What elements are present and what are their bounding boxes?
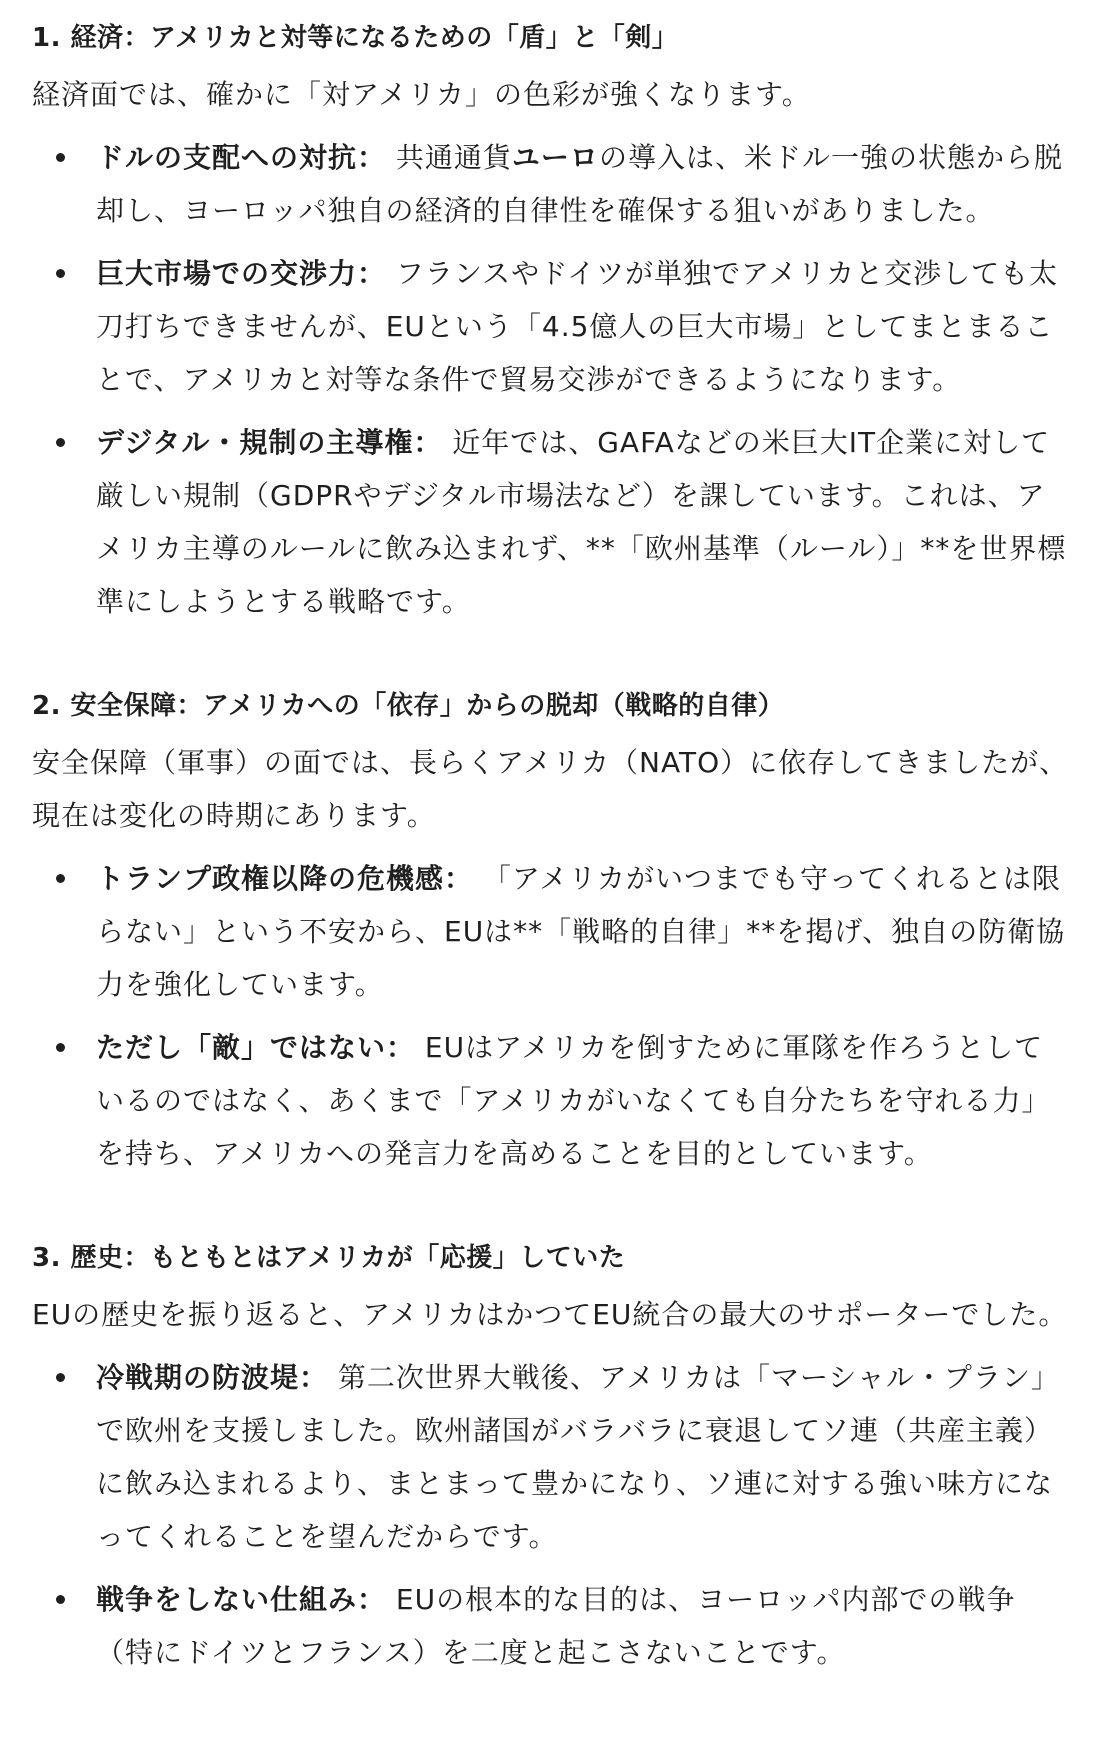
section-intro: 経済面では、確かに「対アメリカ」の色彩が強くなります。 xyxy=(32,78,811,111)
bullet-list xyxy=(32,852,1070,1180)
bullet-text: EUの根本的な目的は、ヨーロッパ内部での戦争（特にドイツとフランス）を二度と起こさないことです。 xyxy=(96,1583,1016,1669)
list-item xyxy=(32,1021,1070,1180)
bullet-term: ドルの支配への対抗： xyxy=(96,141,387,174)
section-intro: EUの歴史を振り返ると、アメリカはかつてEU統合の最大のサポーターでした。 xyxy=(32,1298,1068,1331)
section-history xyxy=(32,1238,1070,1679)
list-item xyxy=(32,416,1070,628)
list-item xyxy=(32,131,1070,237)
bullet-text: EUはアメリカを倒すために軍隊を作ろうとしているのではなく、あくまで「アメリカがいなくても自分たちを守れる力」を持ち、アメリカへの発言力を高めることを目的としています。 xyxy=(96,1031,1051,1170)
section-title: 3. 歴史：もともとはアメリカが「応援」していた xyxy=(32,1243,626,1273)
bullet-term: デジタル・規制の主導権： xyxy=(96,426,443,459)
section-intro: 安全保障（軍事）の面では、長らくアメリカ（NATO）に依存してきましたが、現在は変化の時期にあります。 xyxy=(32,746,1069,832)
section-title: 1. 経済：アメリカと対等になるための「盾」と「剣」 xyxy=(32,23,679,53)
list-item xyxy=(32,852,1070,1011)
list-item xyxy=(32,1573,1070,1679)
bullet-term: ただし「敵」ではない： xyxy=(96,1031,416,1064)
section-title: 2. 安全保障：アメリカへの「依存」からの脱却（戦略的自律） xyxy=(32,691,785,721)
bullet-term: 巨大市場での交渉力： xyxy=(96,257,387,290)
bullet-text: 近年では、GAFAなどの米巨大IT企業に対して厳しい規制（GDPRやデジタル市場法など）を課しています。これは、アメリカ主導のルールに飲み込まれず、**「欧州基準（ルール）」**を世界標準にしようとする戦略です。 xyxy=(96,426,1067,618)
bullet-term: 冷戦期の防波堤： xyxy=(96,1361,329,1394)
section-security xyxy=(32,686,1070,1180)
bullet-text: 第二次世界大戦後、アメリカは「マーシャル・プラン」で欧州を支援しました。欧州諸国がバラバラに衰退してソ連（共産主義）に飲み込まれるより、まとまって豊かになり、ソ連に対する強い味方になってくれることを望んだからです。 xyxy=(96,1361,1060,1553)
bullet-text: の導入は、米ドル一強の状態から脱却し、ヨーロッパ独自の経済的自律性を確保する狙いがありました。 xyxy=(96,141,1063,227)
bullet-list xyxy=(32,131,1070,628)
bullet-term: 戦争をしない仕組み： xyxy=(96,1583,387,1616)
list-item xyxy=(32,247,1070,406)
list-item xyxy=(32,1351,1070,1563)
bullet-text: 共通通貨 xyxy=(386,141,512,174)
bullet-list xyxy=(32,1351,1070,1679)
section-economy xyxy=(32,18,1070,628)
bullet-text: フランスやドイツが単独でアメリカと交渉しても太刀打ちできませんが、EUという「4.5億人の巨大市場」としてまとまることで、アメリカと対等な条件で貿易交渉ができるようになります。 xyxy=(96,257,1059,396)
bullet-term: トランプ政権以降の危機感： xyxy=(96,862,474,895)
bullet-text: 「アメリカがいつまでも守ってくれるとは限らない」という不安から、EUは**「戦略的自律」**を掲げ、独自の防衛協力を強化しています。 xyxy=(96,862,1066,1001)
bullet-emphasis: ユーロ xyxy=(511,141,599,174)
